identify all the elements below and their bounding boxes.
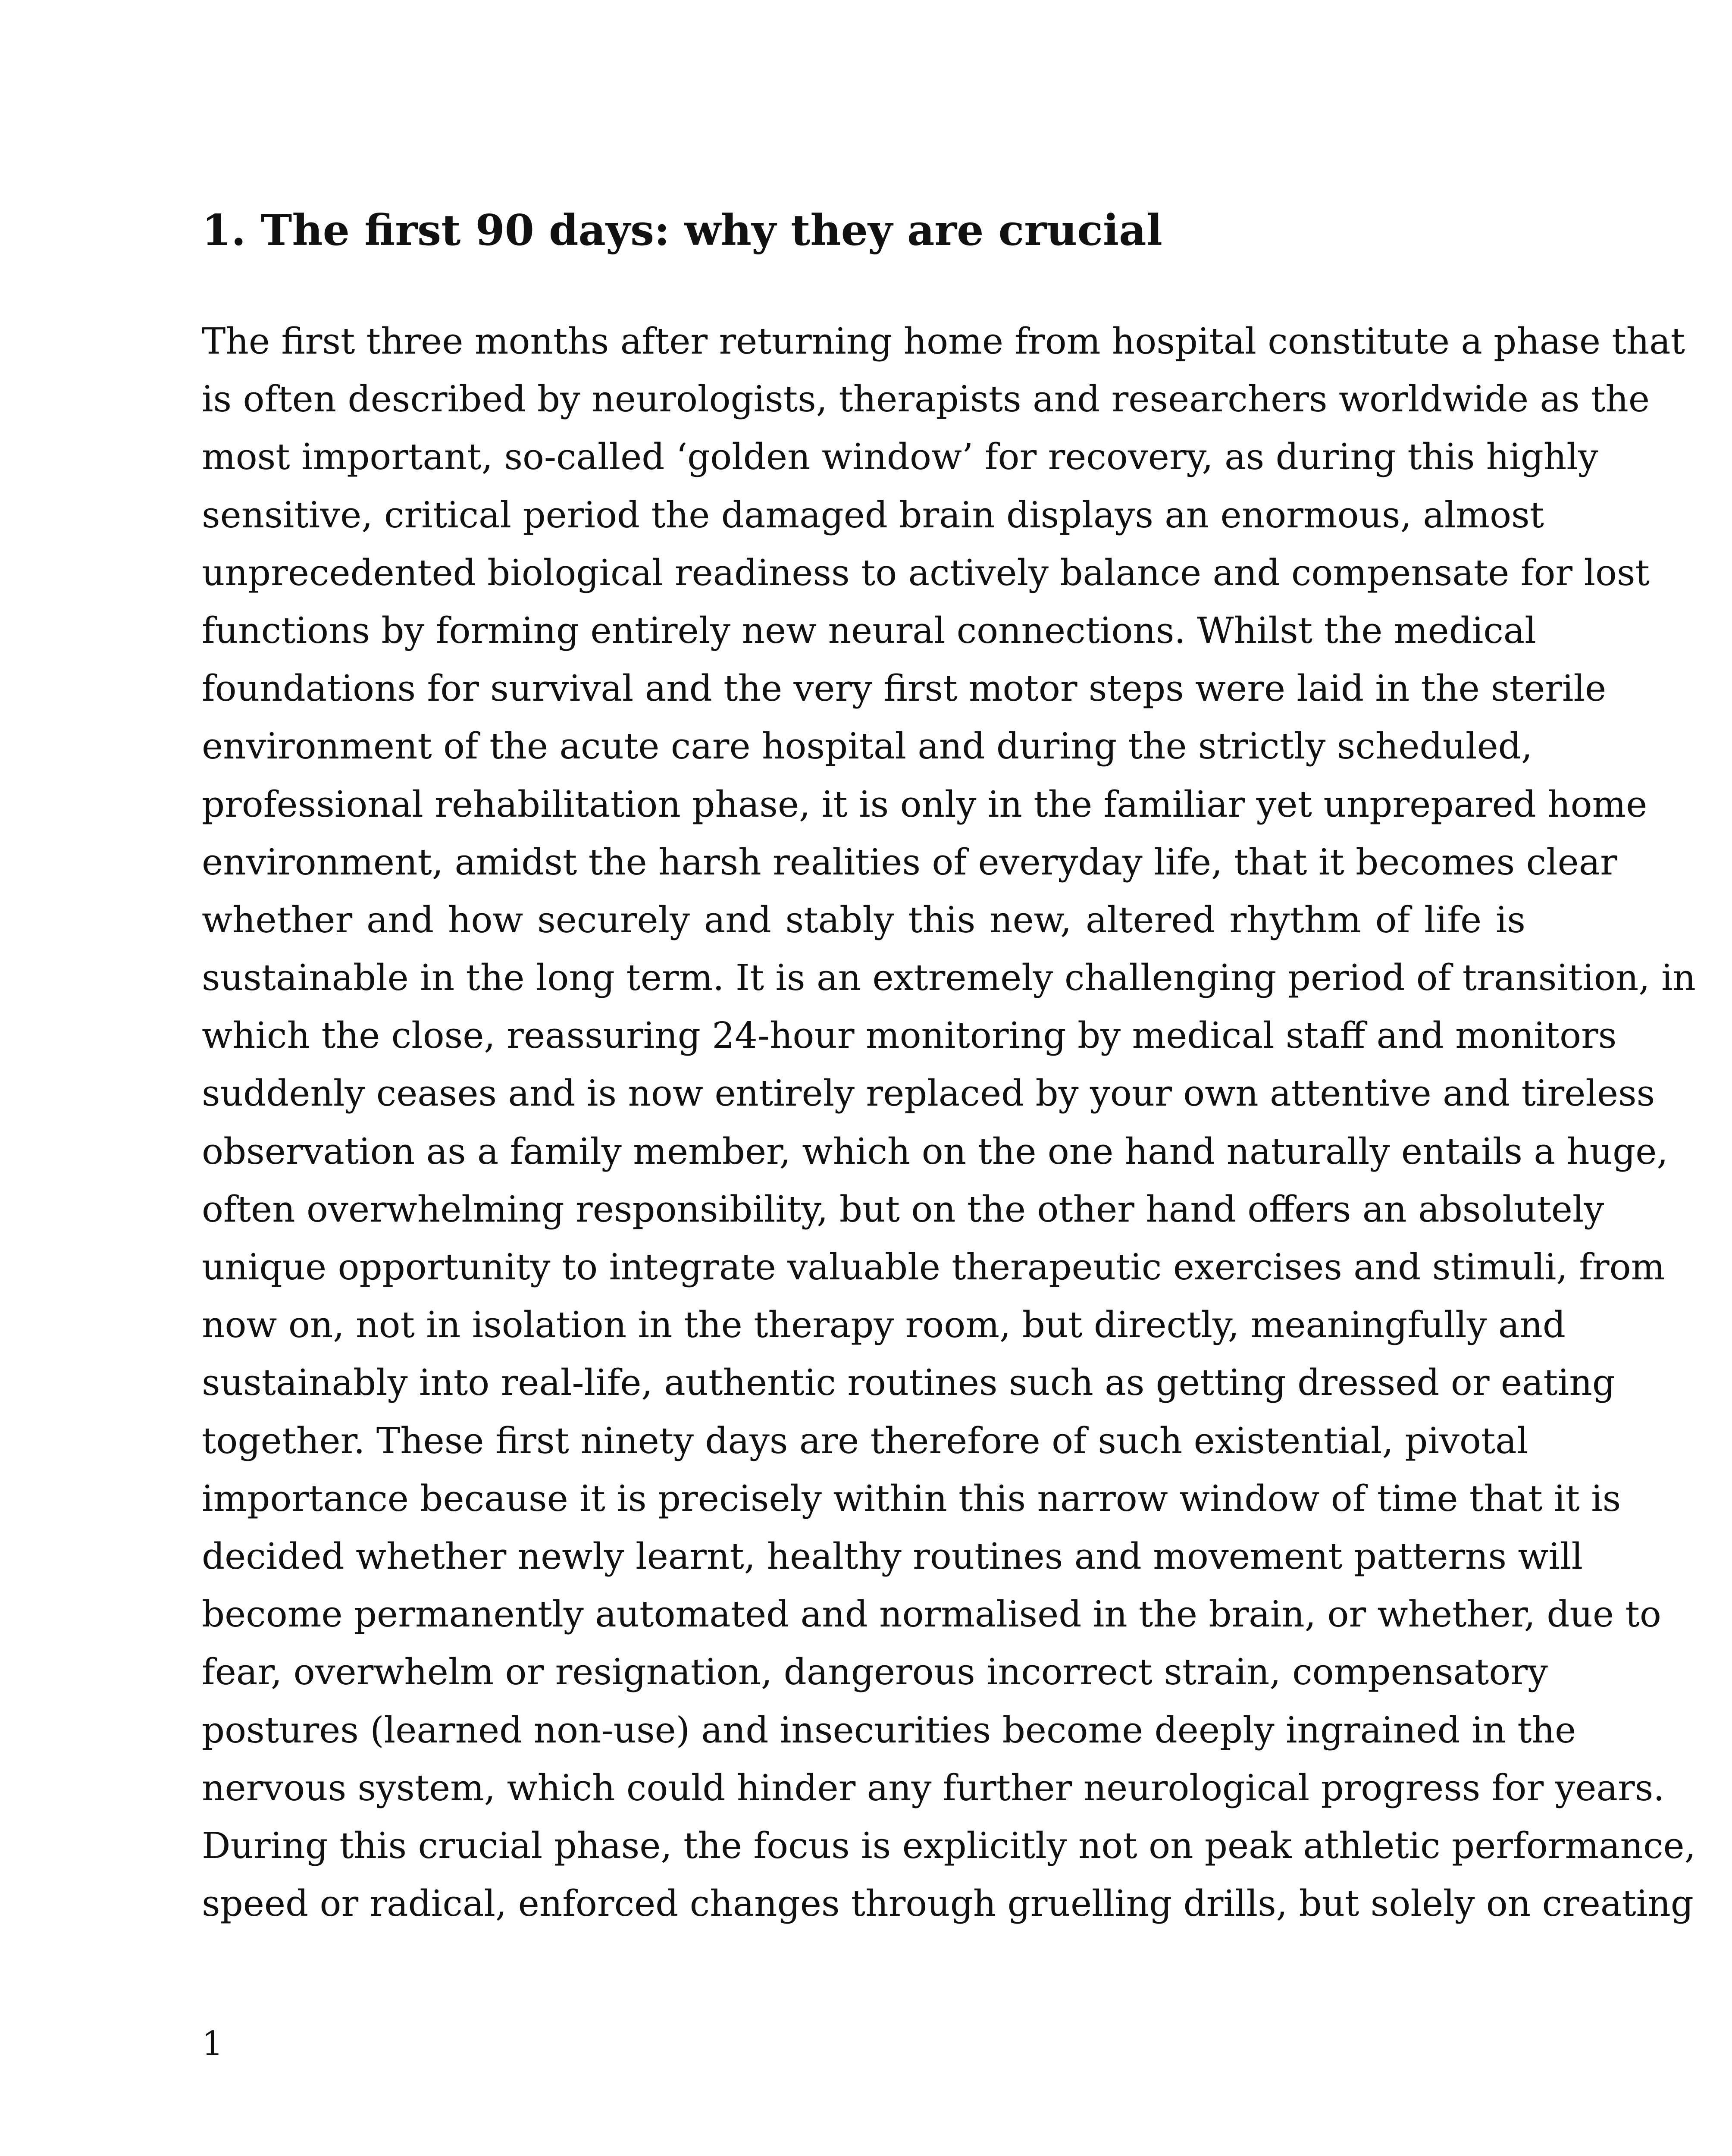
text-line: The first three months after returning home from hospital constitute a phase that (202, 320, 1685, 362)
text-line: professional rehabilitation phase, it is only in the familiar yet unprepared home (202, 783, 1647, 825)
text-line: unique opportunity to integrate valuable therapeutic exercises and stimuli, from (202, 1246, 1665, 1288)
body-paragraph (202, 313, 1696, 1933)
text-line: speed or radical, enforced changes through gruelling drills, but solely on creating (202, 1883, 1694, 1925)
page-number: 1 (202, 2024, 223, 2063)
text-line: fear, overwhelm or resignation, dangerous incorrect strain, compensatory (202, 1651, 1548, 1693)
text-line: most important, so-called ‘golden window’ for recovery, as during this highly (202, 436, 1598, 478)
text-line: unprecedented biological readiness to actively balance and compensate for lost (202, 552, 1650, 594)
text-line: During this crucial phase, the focus is explicitly not on peak athletic performance, (202, 1824, 1696, 1867)
text-line: environment, amidst the harsh realities of everyday life, that it becomes clear (202, 841, 1617, 883)
text-line: decided whether newly learnt, healthy routines and movement patterns will (202, 1535, 1583, 1577)
text-line: environment of the acute care hospital and during the strictly scheduled, (202, 725, 1533, 768)
text-line: together. These first ninety days are therefore of such existential, pivotal (202, 1420, 1528, 1462)
text-line: observation as a family member, which on the one hand naturally entails a huge, (202, 1130, 1668, 1172)
text-line: often overwhelming responsibility, but on the other hand offers an absolutely (202, 1188, 1604, 1230)
text-line: sustainable in the long term. It is an extremely challenging period of transition, in (202, 957, 1696, 999)
text-line: which the close, reassuring 24-hour monitoring by medical staff and monitors (202, 1015, 1617, 1057)
text-line: sustainably into real-life, authentic routines such as getting dressed or eating (202, 1362, 1616, 1404)
text-line: suddenly ceases and is now entirely replaced by your own attentive and tireless (202, 1072, 1655, 1115)
text-line: is often described by neurologists, therapists and researchers worldwide as the (202, 378, 1650, 420)
text-line: whether and how securely and stably this new, altered rhythm of life is (202, 899, 1525, 941)
text-line: foundations for survival and the very first motor steps were laid in the sterile (202, 667, 1607, 710)
text-line: functions by forming entirely new neural connections. Whilst the medical (202, 609, 1536, 652)
section-heading: 1. The first 90 days: why they are crucial (202, 206, 1162, 255)
text-line: nervous system, which could hinder any further neurological progress for years. (202, 1767, 1665, 1809)
text-line: postures (learned non-use) and insecurities become deeply ingrained in the (202, 1709, 1576, 1751)
text-line: sensitive, critical period the damaged brain displays an enormous, almost (202, 494, 1544, 536)
text-line: become permanently automated and normalised in the brain, or whether, due to (202, 1593, 1661, 1636)
text-line: importance because it is precisely within this narrow window of time that it is (202, 1477, 1621, 1520)
text-line: now on, not in isolation in the therapy room, but directly, meaningfully and (202, 1304, 1566, 1346)
